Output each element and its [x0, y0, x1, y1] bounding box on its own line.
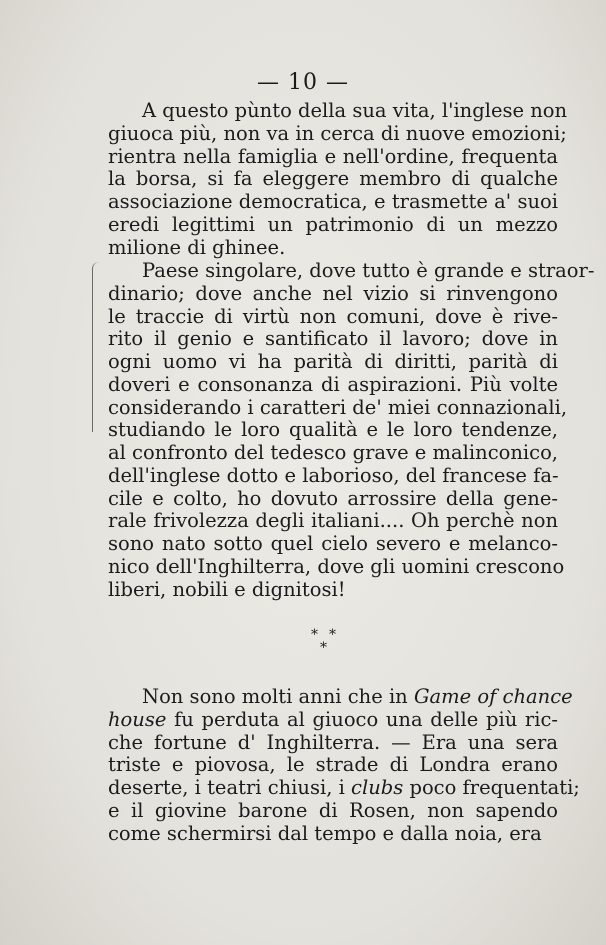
- text-segment: Non sono molti anni che in: [142, 685, 414, 708]
- text-line: [108, 709, 558, 732]
- text-line: cile e colto, ho dovuto arrossire della gene-: [108, 486, 558, 510]
- text-line: [108, 754, 558, 777]
- text-line: rientra nella famiglia e nell'ordine, frequenta: [108, 144, 558, 168]
- text-line: rito il genio e santificato il lavoro; dove in: [108, 327, 558, 351]
- separator-star: *: [329, 627, 336, 643]
- text-segment: che fortune d' Inghilterra. — Era una sera: [108, 730, 558, 754]
- text-line: [108, 776, 580, 800]
- paragraph-2: [108, 259, 595, 601]
- text-line: rale frivolezza degli italiani.... Oh perchè non: [108, 509, 558, 533]
- text-line: [108, 685, 573, 709]
- text-segment: come schermirsi dal tempo e dalla noia, era: [108, 821, 542, 845]
- text-segment: e il giovine barone di Rosen, non sapendo: [108, 798, 558, 822]
- paragraph-1: [108, 99, 568, 259]
- text-line: dinario; dove anche nel vizio si rinvengono: [108, 281, 558, 305]
- text-line: milione di ghinee.: [108, 235, 286, 259]
- text-segment: poco frequentati;: [403, 776, 580, 799]
- page-number: — 10 —: [257, 70, 349, 95]
- text-line: nico dell'Inghilterra, dove gli uomini crescono: [108, 554, 565, 578]
- text-line: liberi, nobili e dignitosi!: [108, 577, 346, 601]
- text-line: doveri e consonanza di aspirazioni. Più volte: [108, 372, 558, 396]
- text-line: le traccie di virtù non comuni, dove è rive-: [108, 304, 558, 328]
- text-line: associazione democratica, e trasmette a' suoi: [108, 190, 558, 213]
- italic-text: clubs: [351, 776, 404, 799]
- text-line: [108, 800, 558, 823]
- italic-text: house: [108, 707, 167, 731]
- text-line: A questo pùnto della sua vita, l'inglese non: [142, 99, 568, 122]
- text-segment: triste e piovosa, le strade di Londra erano: [108, 753, 558, 777]
- text-line: eredi legittimi un patrimonio di un mezzo: [108, 212, 558, 236]
- text-line: ogni uomo vi ha parità di diritti, parità di: [108, 350, 558, 373]
- text-line: dell'inglese dotto e laborioso, del francese fa-: [108, 463, 559, 487]
- margin-pencil-mark: [92, 262, 99, 432]
- text-line: studiando le loro qualità e le loro tendenze,: [108, 418, 558, 442]
- text-line: [108, 823, 558, 846]
- separator-star: *: [311, 627, 318, 643]
- separator-star: *: [320, 640, 327, 656]
- text-line: [108, 732, 558, 755]
- text-line: considerando i caratteri de' miei connazionali,: [108, 395, 568, 419]
- italic-text: Game of chance: [413, 685, 573, 708]
- text-line: la borsa, si fa eleggere membro di qualche: [108, 167, 558, 191]
- text-line: giuoca più, non va in cerca di nuove emozioni;: [108, 121, 567, 145]
- section-separator: [305, 628, 345, 658]
- text-line: Paese singolare, dove tutto è grande e straor-: [142, 259, 595, 282]
- paragraph-3: [108, 685, 580, 845]
- text-segment: deserte, i teatri chiusi, i: [108, 776, 352, 799]
- text-line: al confronto del tedesco grave e malinconico,: [108, 441, 559, 464]
- text-line: sono nato sotto quel cielo severo e melanco-: [108, 532, 558, 555]
- text-segment: fu perduta al giuoco una delle più ric-: [166, 707, 558, 731]
